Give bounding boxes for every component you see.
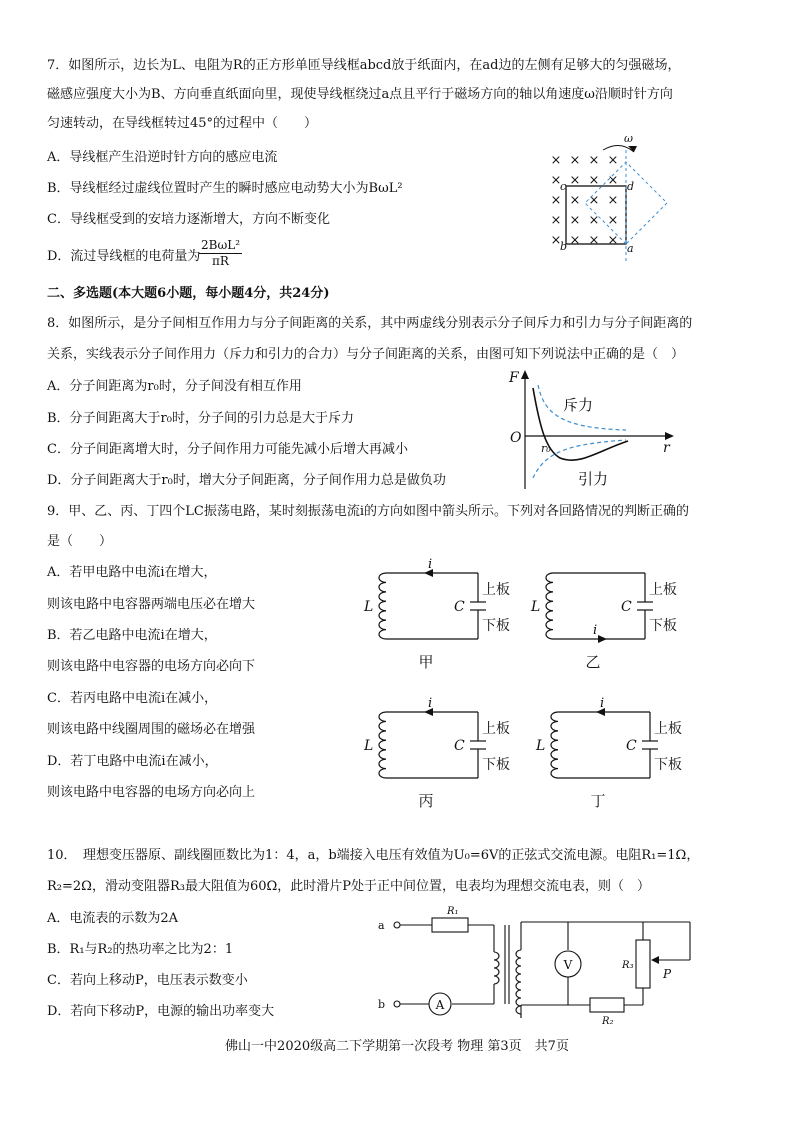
field-cross: ×: [569, 233, 581, 248]
q7-stem-line3: 匀速转动，在导线框转过45°的过程中（ ）: [47, 116, 318, 131]
field-cross: ×: [550, 153, 562, 168]
field-cross: ×: [607, 233, 619, 248]
field-cross: ×: [607, 213, 619, 228]
q10-resistor-r1: [432, 918, 468, 932]
q10-label-p: P: [663, 967, 672, 981]
q9-option-b-line2: 则该电路中电容器的电场方向必向下: [47, 659, 256, 674]
lower-plate-label: 下板: [482, 618, 510, 634]
q7-stem-line2: 磁感应强度大小为B、方向垂直纸面向里，现使导线框绕过a点且平行于磁场方向的轴以角速度ω沿顺时针方向: [47, 87, 673, 102]
lower-plate-label: 下板: [649, 618, 677, 634]
upper-plate-label: 上板: [654, 721, 682, 737]
field-cross: ×: [550, 213, 562, 228]
inductor-label-l: L: [364, 599, 374, 615]
q10-label-b: b: [378, 998, 386, 1011]
q10-stem-line2: R₂=2Ω，滑动变阻器R₃最大阻值为60Ω，此时滑片P处于正中间位置，电表均为理想交流电表，则（ ）: [47, 879, 651, 894]
q9-stem-line2: 是（ ）: [47, 534, 113, 549]
q10-voltmeter-label: V: [563, 958, 573, 972]
lower-plate-label: 下板: [654, 757, 682, 773]
q9-option-c-line1: C．若丙电路中电流i在减小，: [47, 691, 218, 706]
q7-stem-line1: 7．如图所示，边长为L、电阻为R的正方形单匝导线框abcd放于纸面内，在ad边的左侧有足够大的匀强磁场，: [47, 58, 681, 73]
q8-option-d: D．分子间距离大于r₀时，增大分子间距离，分子间作用力总是做负功: [47, 473, 446, 488]
capacitor-label-c: C: [454, 599, 465, 615]
q7-option-a: A．导线框产生沿逆时针方向的感应电流: [47, 150, 278, 165]
upper-plate-label: 上板: [649, 582, 677, 598]
q7-option-d: D．流过导线框的电荷量为: [47, 249, 201, 264]
circuit-name: 丙: [418, 792, 434, 810]
upper-plate-label: 上板: [482, 582, 510, 598]
field-cross: ×: [588, 173, 600, 188]
field-cross: ×: [550, 193, 562, 208]
q10-ammeter-label: A: [435, 998, 445, 1012]
q9-option-a-line2: 则该电路中电容器两端电压必在增大: [47, 597, 256, 612]
upper-plate-label: 上板: [482, 721, 510, 737]
current-label-i: i: [593, 623, 598, 638]
field-cross: ×: [569, 173, 581, 188]
q10-option-c: C．若向上移动P，电压表示数变小: [47, 973, 248, 988]
q7-label-d: d: [627, 180, 635, 193]
page-footer: 佛山一中2020级高二下学期第一次段考 物理 第3页 共7页: [225, 1039, 569, 1054]
field-cross: ×: [588, 213, 600, 228]
field-cross: ×: [550, 173, 562, 188]
circuit-name: 丁: [590, 792, 606, 810]
q9-stem-line1: 9．甲、乙、丙、丁四个LC振荡电路，某时刻振荡电流i的方向如图中箭头所示。下列对各回路情况的判断正确的: [47, 504, 690, 519]
capacitor-label-c: C: [621, 599, 632, 615]
q10-resistor-r2: [590, 998, 624, 1012]
field-cross: ×: [607, 193, 619, 208]
q8-label-repulsion: 斥力: [563, 396, 594, 414]
q8-label-r0: r₀: [541, 442, 551, 455]
current-label-i: i: [428, 557, 433, 572]
field-cross: ×: [550, 233, 562, 248]
capacitor-label-c: C: [454, 738, 465, 754]
q10-stem-line1: 10． 理想变压器原、副线圈匝数比为1：4，a，b端接入电压有效值为U₀=6V的正弦式交流电源。电阻R₁=1Ω，: [47, 848, 700, 863]
q9-option-d-line2: 则该电路中电容器的电场方向必向上: [47, 785, 256, 800]
lower-plate-label: 下板: [482, 757, 510, 773]
q7-label-b: b: [560, 240, 568, 253]
q7-label-a: a: [627, 242, 634, 255]
inductor-label-l: L: [364, 738, 374, 754]
capacitor-label-c: C: [626, 738, 637, 754]
current-label-i: i: [600, 696, 605, 711]
q7-fraction-denominator: πR: [212, 254, 229, 268]
q9-option-d-line1: D．若丁电路中电流i在减小，: [47, 754, 218, 769]
q10-option-d: D．若向下移动P，电源的输出功率变大: [47, 1004, 275, 1019]
q8-label-o: O: [510, 430, 522, 446]
q8-option-c: C．分子间距离增大时，分子间作用力可能先减小后增大再减小: [47, 442, 408, 457]
field-cross: ×: [588, 233, 600, 248]
q8-option-a: A．分子间距离为r₀时，分子间没有相互作用: [47, 379, 302, 394]
field-cross: ×: [588, 153, 600, 168]
current-label-i: i: [428, 696, 433, 711]
q9-option-b-line1: B．若乙电路中电流i在增大，: [47, 628, 217, 643]
q8-label-r: r: [663, 440, 670, 456]
inductor-label-l: L: [531, 599, 541, 615]
q10-option-b: B．R₁与R₂的热功率之比为2：1: [47, 942, 234, 957]
section-2-heading: 二、多选题(本大题6小题，每小题4分，共24分): [47, 286, 330, 301]
field-cross: ×: [607, 153, 619, 168]
q10-option-a: A．电流表的示数为2A: [47, 911, 179, 926]
q8-stem-line2: 关系，实线表示分子间作用力（斥力和引力的合力）与分子间距离的关系，由图可知下列说法中正确的是（ ）: [47, 347, 685, 362]
q7-option-c: C．导线框受到的安培力逐渐增大，方向不断变化: [47, 212, 330, 227]
field-cross: ×: [569, 213, 581, 228]
q9-option-a-line1: A．若甲电路中电流i在增大，: [47, 565, 217, 580]
q10-terminal-b: [394, 1001, 400, 1007]
field-cross: ×: [607, 173, 619, 188]
circuit-name: 乙: [585, 653, 601, 671]
q10-terminal-a: [394, 922, 400, 928]
q10-label-r1: R₁: [447, 906, 459, 917]
q8-label-f: F: [509, 370, 519, 386]
q10-slider-arrow: [651, 956, 659, 964]
q10-secondary-coil: [516, 950, 521, 1014]
q8-option-b: B．分子间距离大于r₀时，分子间的引力总是大于斥力: [47, 411, 354, 426]
q7-omega-label: ω: [624, 132, 633, 145]
field-cross: ×: [569, 193, 581, 208]
q7-fraction-numerator: 2BωL²: [201, 238, 241, 252]
q10-label-r3: R₃: [622, 960, 634, 971]
q9-option-c-line2: 则该电路中线圈周围的磁场必在增强: [47, 722, 256, 737]
inductor-label-l: L: [536, 738, 546, 754]
q10-label-a: a: [378, 919, 385, 932]
q10-primary-coil: [494, 952, 499, 984]
q7-option-b: B．导线框经过虚线位置时产生的瞬时感应电动势大小为BωL²: [47, 181, 403, 196]
field-cross: ×: [588, 193, 600, 208]
q8-label-attraction: 引力: [578, 470, 609, 488]
field-cross: ×: [569, 153, 581, 168]
q10-label-r2: R₂: [602, 1016, 614, 1027]
q8-stem-line1: 8．如图所示，是分子间相互作用力与分子间距离的关系，其中两虚线分别表示分子间斥力和引力与分子间距离的: [47, 316, 693, 331]
circuit-name: 甲: [418, 653, 434, 671]
q7-label-c: c: [560, 180, 567, 193]
q10-rheostat-r3: [636, 940, 650, 988]
